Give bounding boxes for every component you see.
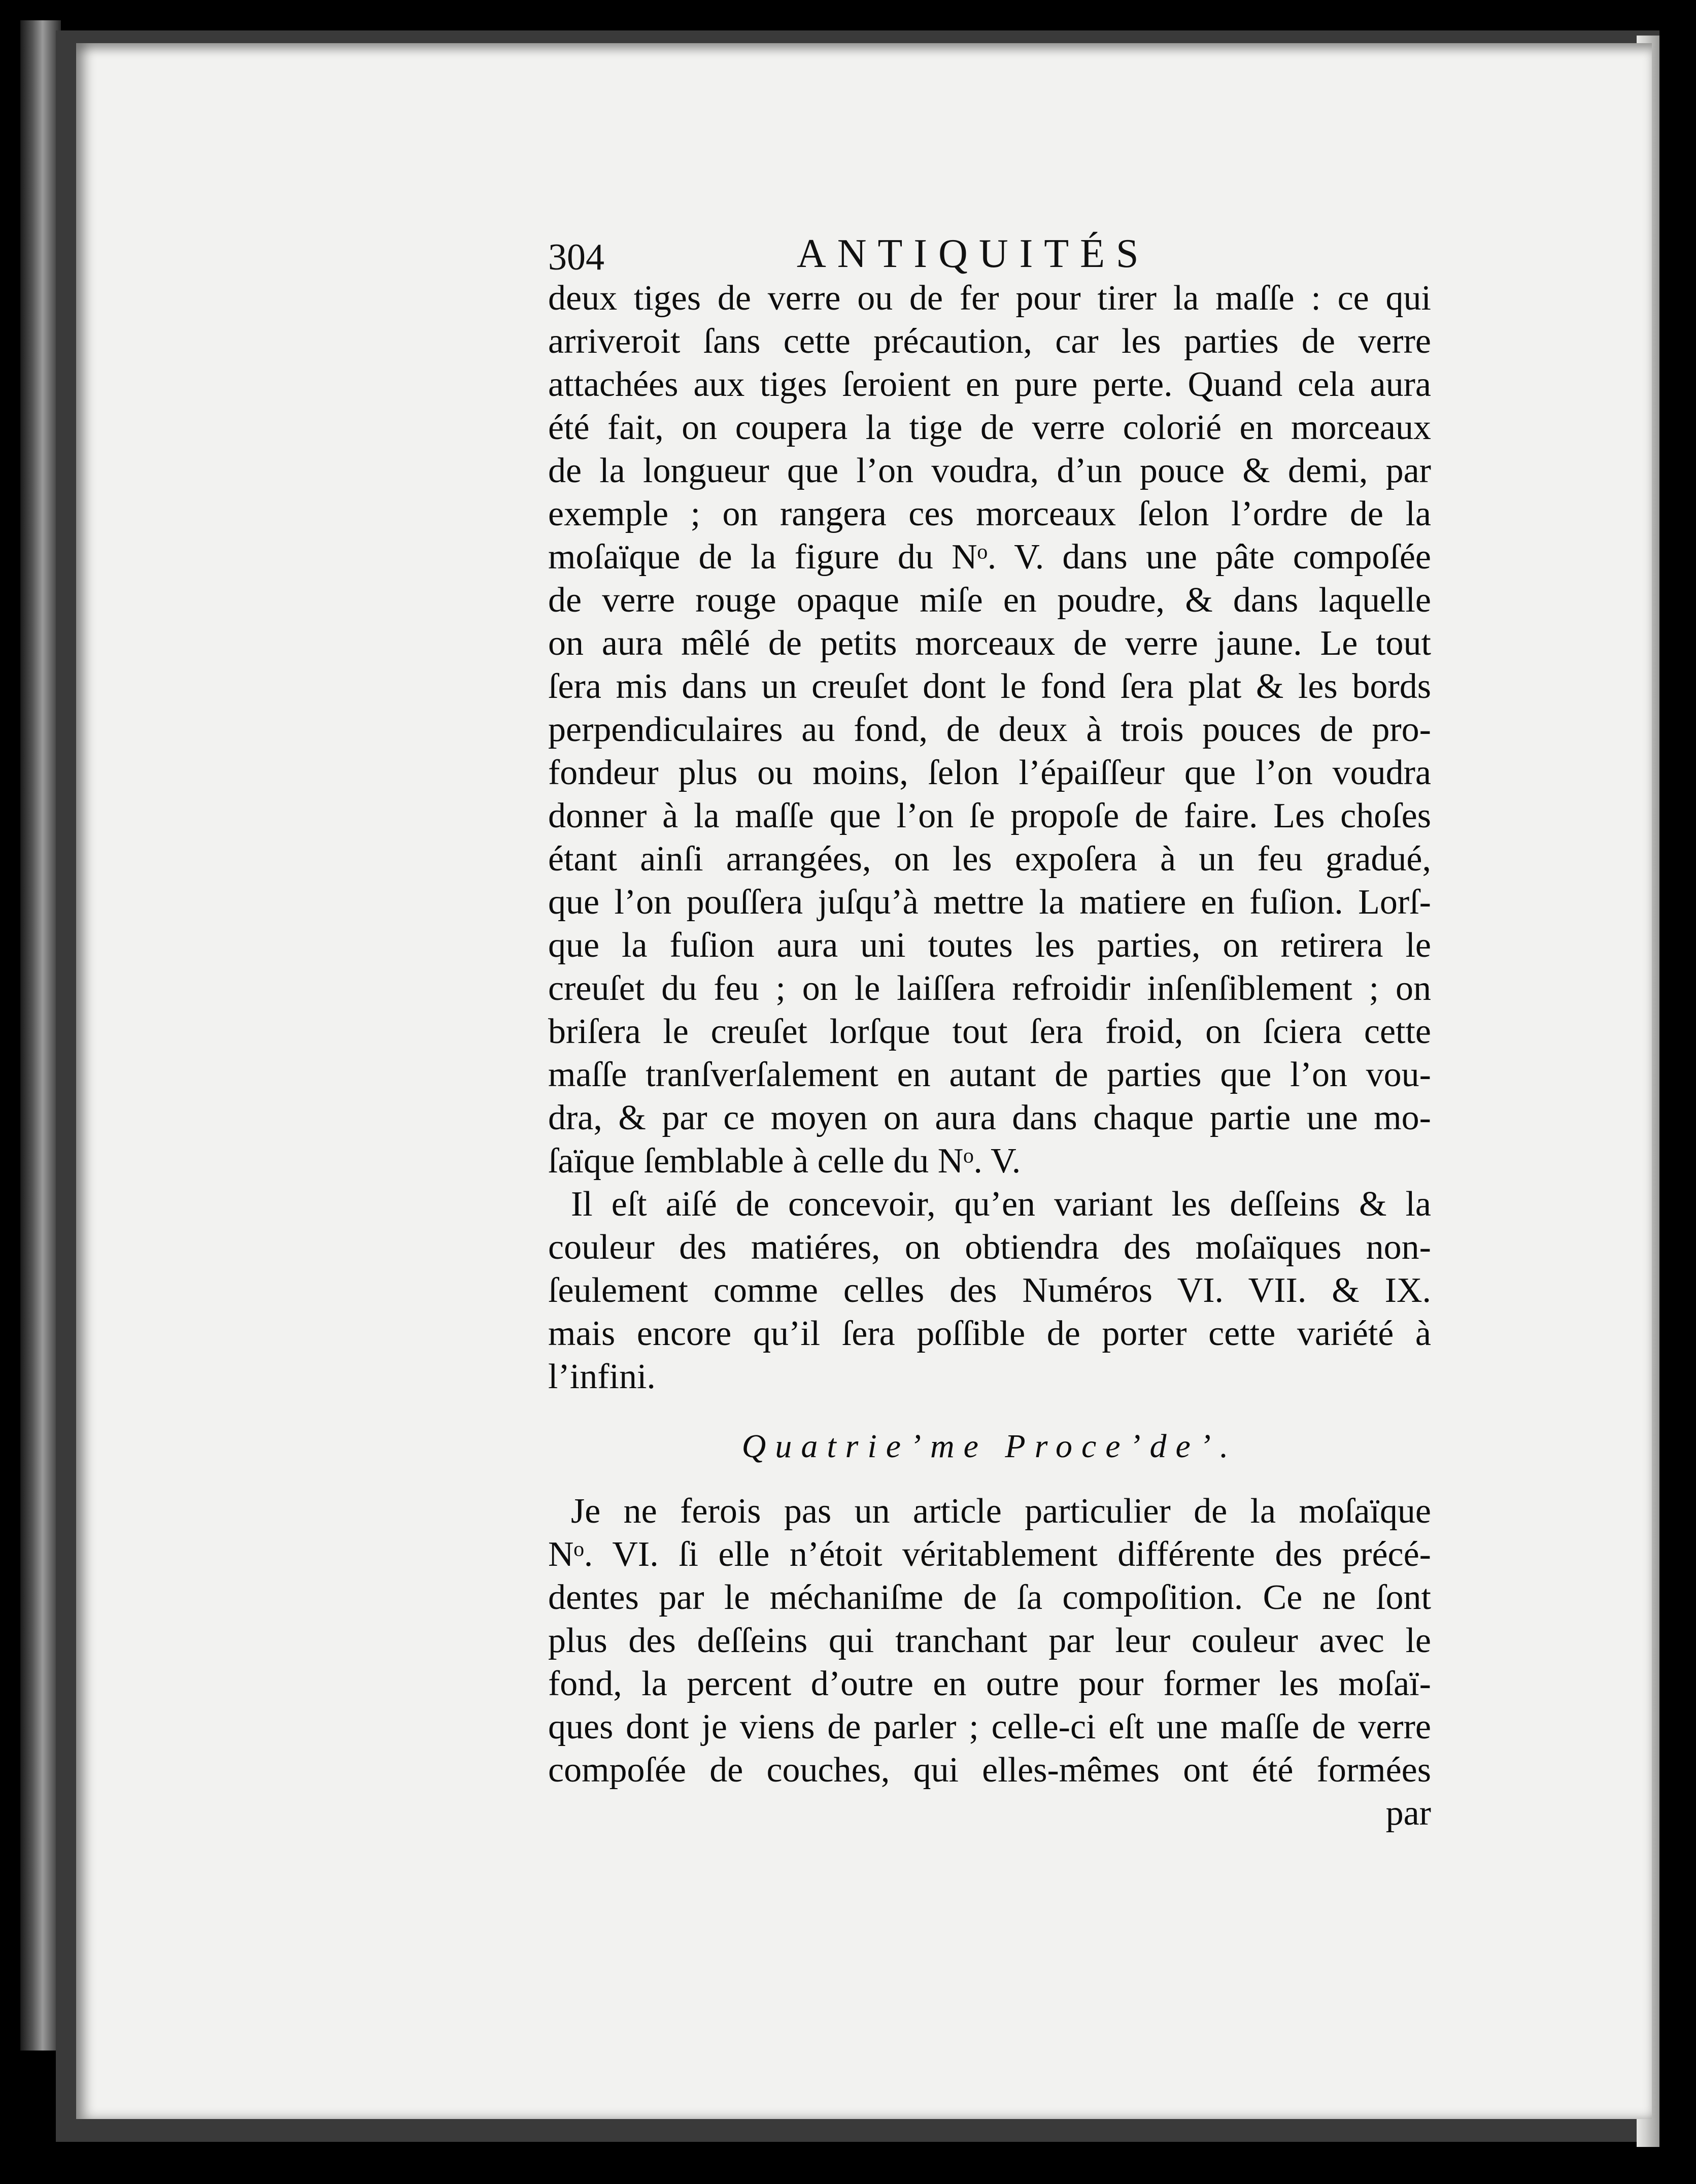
text-line: Il eſt aiſé de concevoir, qu’en variant les deſſeins & la xyxy=(571,1185,1431,1224)
paragraph-2 xyxy=(548,1183,1431,1398)
text-line: été fait, on coupera la tige de verre colorié en morceaux xyxy=(548,408,1431,447)
text-line: dra, & par ce moyen on aura dans chaque partie une mo- xyxy=(548,1098,1431,1137)
text-line: Je ne ferois pas un article particulier de la moſaïque xyxy=(571,1492,1431,1531)
text-line: plus des deſſeins qui tranchant par leur couleur avec le xyxy=(548,1621,1431,1660)
text-line: couleur des matiéres, on obtiendra des moſaïques non- xyxy=(548,1228,1431,1267)
paragraph-3 xyxy=(548,1490,1431,1792)
text-line: dentes par le méchaniſme de ſa compoſition. Ce ne ſont xyxy=(548,1578,1431,1617)
text-line: de la longueur que l’on voudra, d’un pouce & demi, par xyxy=(548,451,1431,490)
catchword: par xyxy=(1385,1794,1431,1833)
section-heading: Quatrie’me Proce’de’. xyxy=(741,1428,1238,1465)
text-line: creuſet du feu ; on le laiſſera refroidir inſenſiblement ; on xyxy=(548,969,1431,1008)
text-line: deux tiges de verre ou de fer pour tirer la maſſe : ce qui xyxy=(548,279,1431,318)
text-line: ſeulement comme celles des Numéros VI. VII. & IX. xyxy=(548,1271,1431,1310)
body-text xyxy=(548,277,1431,1835)
text-line: compoſée de couches, qui elles-mêmes ont été formées xyxy=(548,1751,1431,1790)
text-line: on aura mêlé de petits morceaux de verre jaune. Le tout xyxy=(548,624,1431,663)
text-line: ques dont je viens de parler ; celle-ci eſt une maſſe de verre xyxy=(548,1707,1431,1746)
text-line: étant ainſi arrangées, on les expoſera à un feu gradué, xyxy=(548,839,1431,879)
text-line: ſera mis dans un creuſet dont le fond ſera plat & les bords xyxy=(548,667,1431,706)
text-line: mais encore qu’il ſera poſſible de porter cette variété à xyxy=(548,1314,1431,1353)
text-line: donner à la maſſe que l’on ſe propoſe de faire. Les choſes xyxy=(548,796,1431,835)
text-line: moſaïque de la figure du Nᵒ. V. dans une pâte compoſée xyxy=(548,537,1431,577)
text-line: exemple ; on rangera ces morceaux ſelon l’ordre de la xyxy=(548,494,1431,533)
text-line: l’infini. xyxy=(548,1357,656,1396)
text-line: Nᵒ. VI. ſi elle n’étoit véritablement différente des précé- xyxy=(548,1535,1431,1574)
text-line: fond, la percent d’outre en outre pour former les moſaï- xyxy=(548,1664,1431,1703)
text-line: ſaïque ſemblable à celle du Nᵒ. V. xyxy=(548,1141,1021,1181)
text-line: de verre rouge opaque miſe en poudre, & dans laquelle xyxy=(548,581,1431,620)
text-line: perpendiculaires au fond, de deux à trois pouces de pro- xyxy=(548,710,1431,749)
paragraph-1 xyxy=(548,277,1431,1183)
text-line: attachées aux tiges ſeroient en pure perte. Quand cela aura xyxy=(548,365,1431,404)
book-edge xyxy=(20,20,61,2051)
running-title: ANTIQUITÉS xyxy=(797,231,1150,276)
text-line: que l’on pouſſera juſqu’à mettre la matiere en fuſion. Lorſ- xyxy=(548,883,1431,922)
text-line: briſera le creuſet lorſque tout ſera froid, on ſciera cette xyxy=(548,1012,1431,1051)
text-line: fondeur plus ou moins, ſelon l’épaiſſeur que l’on voudra xyxy=(548,753,1431,792)
text-line: maſſe tranſverſalement en autant de parties que l’on vou- xyxy=(548,1055,1431,1094)
text-line: que la fuſion aura uni toutes les parties, on retirera le xyxy=(548,926,1431,965)
text-line: arriveroit ſans cette précaution, car les parties de verre xyxy=(548,322,1431,361)
page-number: 304 xyxy=(548,237,604,278)
